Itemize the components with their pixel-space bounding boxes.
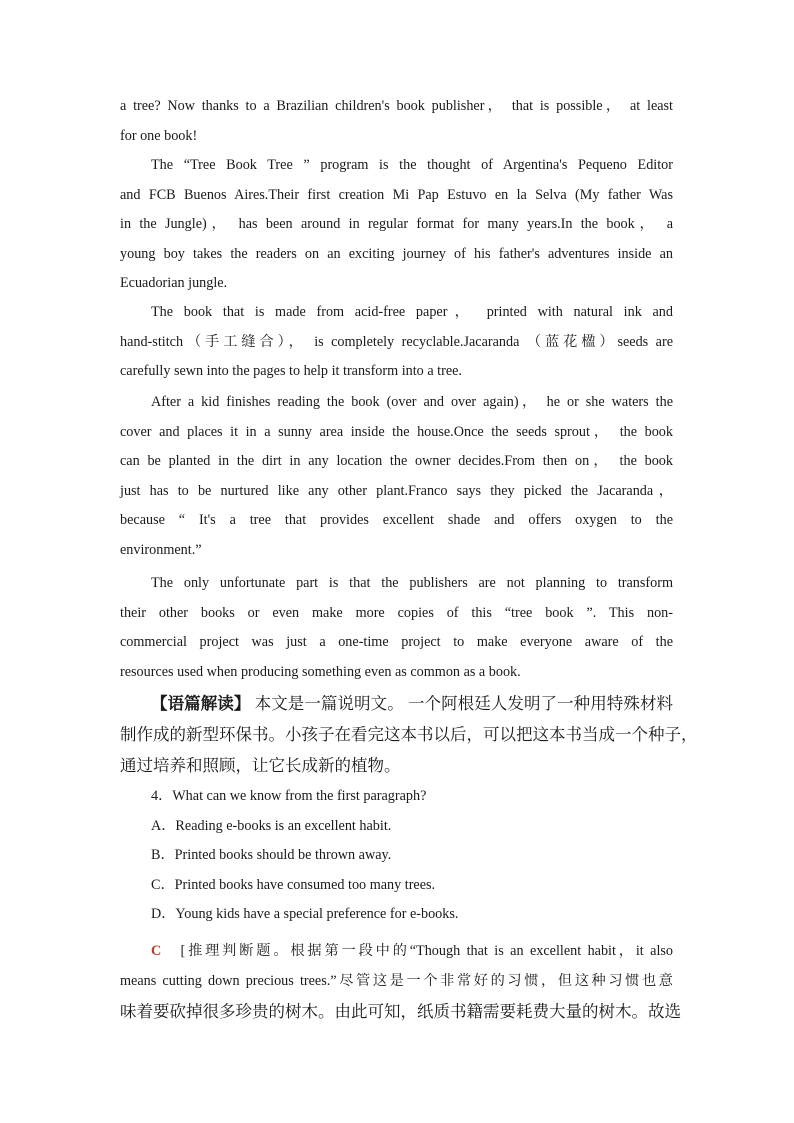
answer-explanation: [120, 937, 681, 1027]
text-line: can be planted in the dirt in any location the owner decides.From then on， the book: [120, 453, 673, 469]
answer-first-line: [120, 937, 673, 967]
analysis-text: 本文是一篇说明文。 一个阿根廷人发明了一种用特殊材料: [254, 694, 674, 713]
text-line: environment.”: [120, 541, 202, 558]
answer-line: means cutting down precious trees.”尽管这是一个非常好的习惯，但这种习惯也意: [120, 972, 673, 989]
text-line: cover and places it in a sunny area inside the house.Once the seeds sprout， the book: [120, 423, 673, 440]
passage-paragraph-3: [120, 298, 673, 387]
analysis-first-line: [120, 688, 673, 719]
text-line: hand-stitch（手工缝合）， is completely recyclable.Jacaranda （蓝花楹）seeds are: [120, 333, 673, 350]
option-d: D．Young kids have a special preference for e‐books.: [151, 906, 459, 922]
option-b: B．Printed books should be thrown away.: [151, 847, 392, 863]
text-line: young boy takes the readers on an exciting journey of his father's adventures inside an: [120, 245, 673, 262]
text-line: Ecuadorian jungle.: [120, 275, 228, 291]
text-line: carefully sewn into the pages to help it transform into a tree.: [120, 363, 462, 379]
passage-paragraph-4: [120, 388, 673, 565]
text-line: in the Jungle)， has been around in regular format for many years.In the book， a: [120, 216, 673, 232]
option-a: A．Reading e‐books is an excellent habit.: [151, 817, 392, 834]
answer-line: 味着要砍掉很多珍贵的树木。由此可知，纸质书籍需要耗费大量的树木。故选: [120, 1002, 681, 1021]
text-line: The book that is made from acid‐free paper， printed with natural ink and: [151, 304, 673, 320]
analysis-line: 通过培养和照顾，让它长成新的植物。: [120, 756, 401, 775]
text-line: their other books or even make more copies of this “tree book ”. This non‐: [120, 604, 673, 621]
option-c: C．Printed books have consumed too many trees.: [151, 876, 436, 893]
analysis-line: 制作成的新型环保书。小孩子在看完这本书以后，可以把这本书当成一个种子，: [120, 725, 698, 744]
text-line: just has to be nurtured like any other plant.Franco says they picked the Jacaranda，: [120, 482, 673, 499]
text-line: because “ It's a tree that provides excellent shade and offers oxygen to the: [120, 512, 673, 528]
answer-text: [推理判断题。根据第一段中的“Though that is an excellent habit，it also: [180, 943, 673, 959]
text-line: commercial project was just a one‐time project to make everyone aware of the: [120, 634, 673, 650]
text-line: The “Tree Book Tree ” program is the thought of Argentina's Pequeno Editor: [151, 157, 673, 173]
text-line: and FCB Buenos Aires.Their first creation Mi Pap Estuvo en la Selva (My father Was: [120, 186, 673, 203]
text-line: resources used when producing something even as common as a book.: [120, 663, 521, 680]
passage-paragraph-1: [120, 92, 673, 151]
question-4: [120, 782, 673, 930]
analysis-label: 【语篇解读】: [151, 694, 251, 713]
answer-letter: C: [151, 943, 162, 959]
text-line: for one book!: [120, 127, 198, 144]
text-line: After a kid finishes reading the book (over and over again)， he or she waters the: [151, 394, 673, 410]
discourse-analysis: [120, 688, 698, 781]
text-line: a tree? Now thanks to a Brazilian children's book publisher， that is possible， at least: [120, 98, 673, 114]
text-line: The only unfortunate part is that the publishers are not planning to transform: [151, 575, 673, 591]
question-stem: 4．What can we know from the first paragraph?: [151, 788, 427, 804]
passage-paragraph-5: [120, 569, 673, 687]
passage-paragraph-2: [120, 151, 673, 299]
